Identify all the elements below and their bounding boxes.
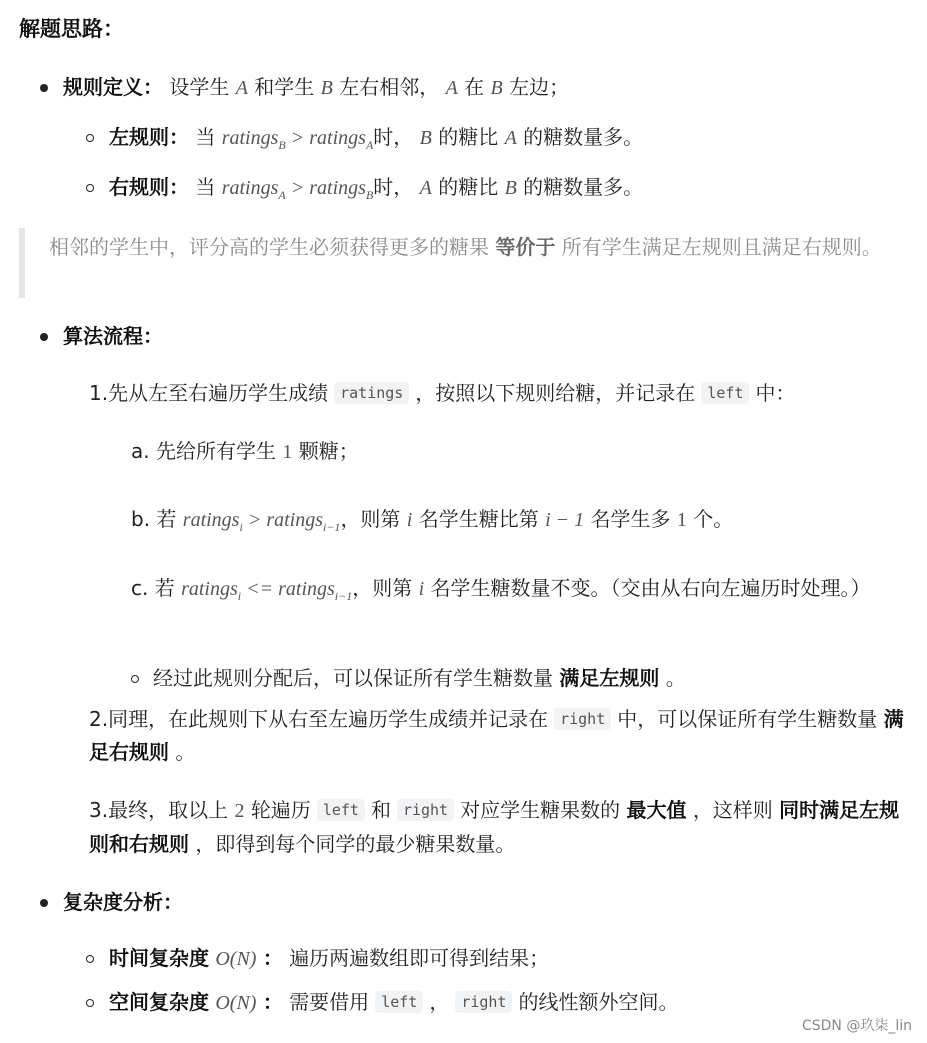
text: 同理，在此规则下从右至左遍历学生成绩并记录在 [108, 707, 549, 731]
math-text: ratings [181, 578, 238, 600]
time-complexity [109, 944, 549, 973]
text: 左右相邻， [339, 75, 440, 99]
text: 颗糖； [298, 439, 359, 463]
space-complexity-label: 空间复杂度 [109, 990, 209, 1014]
text: 对应学生糖果数的 [460, 798, 621, 822]
inline-code: left [701, 382, 749, 404]
text: 先给所有学生 [155, 439, 276, 463]
text: 的糖数量多。 [523, 175, 644, 199]
text: 所有学生满足左规则且满足右规则。 [555, 235, 882, 259]
text: 当 [195, 175, 216, 199]
math-num: 1 [676, 509, 687, 531]
text: 轮遍历 [250, 798, 311, 822]
math-num: 2 [234, 800, 245, 822]
math-text: ratings [182, 509, 240, 531]
math-sub: A [365, 138, 374, 152]
inline-code: left [317, 799, 365, 821]
math-op: > [285, 127, 310, 149]
text: 最终，取以上 [108, 798, 229, 822]
math-var: A [504, 127, 517, 149]
math-sub: i [239, 520, 243, 534]
inline-code: right [397, 799, 454, 821]
math-expr: O(N) [215, 948, 257, 970]
math-sub: i−1 [323, 520, 341, 534]
inline-code: ratings [334, 382, 409, 404]
list-number: 2. [89, 707, 109, 731]
text: 左边； [509, 75, 570, 99]
math-var: i [418, 578, 425, 600]
math-op: <= [241, 578, 279, 600]
text: 中，可以保证所有学生糖数量 [617, 707, 878, 731]
text: ，则第 [340, 507, 401, 531]
step-2 [89, 703, 914, 769]
step2-bold: 满足右规则 [89, 707, 904, 764]
text: ，即得到每个同学的最少糖果数量。 [195, 832, 516, 856]
math-var: i [406, 509, 413, 531]
math-op: > [242, 509, 267, 531]
math-sub: A [278, 188, 286, 202]
math-var: B [504, 177, 517, 199]
step3-bold-max: 最大值 [626, 798, 687, 822]
substep-a [131, 437, 359, 466]
list-number: 1. [89, 381, 109, 405]
text: ，按照以下规则给糖，并记录在 [415, 381, 696, 405]
math-sub: B [365, 188, 374, 202]
text: 若 [154, 576, 175, 600]
text: 经过此规则分配后，可以保证所有学生糖数量 [153, 666, 553, 690]
text: ，这样则 [692, 798, 773, 822]
blockquote-bar [19, 228, 25, 298]
quote-bold: 等价于 [495, 235, 556, 259]
math-var: A [445, 77, 458, 99]
text: 若 [156, 507, 177, 531]
text: 。 [665, 666, 686, 690]
space-complexity [109, 988, 678, 1017]
inline-code: right [455, 991, 512, 1013]
text: ， [429, 990, 450, 1014]
math-var: B [320, 77, 333, 99]
text: 相邻的学生中，评分高的学生必须获得更多的糖果 [49, 235, 496, 259]
after-rule-note [153, 664, 686, 692]
text: 设学生 [169, 75, 230, 99]
algorithm-label: 算法流程： [63, 324, 163, 348]
math-expr: O(N) [215, 992, 257, 1014]
text: 名学生糖数量不变。（交由从右向左遍历时处理。） [430, 576, 871, 600]
text: 的线性额外空间。 [518, 990, 679, 1014]
text: 和学生 [254, 75, 315, 99]
text: 当 [195, 125, 216, 149]
math-var: B [490, 77, 503, 99]
list-marker: b. [131, 507, 151, 531]
text: 的糖数量多。 [523, 125, 644, 149]
bullet-disc [40, 899, 48, 907]
left-rule [109, 123, 643, 154]
text: 个。 [693, 507, 734, 531]
substep-b [131, 505, 733, 536]
math-text: ratings [309, 177, 366, 199]
math-text: ratings [221, 177, 279, 199]
text: 需要借用 [289, 990, 370, 1014]
bullet-disc [40, 333, 48, 341]
left-rule-label: 左规则： [109, 125, 189, 149]
right-rule-label: 右规则： [109, 175, 189, 199]
colon: ： [262, 946, 283, 970]
text: 和 [370, 798, 391, 822]
math-text: ratings [309, 127, 366, 149]
text: 时， [373, 175, 414, 199]
math-sub: i−1 [334, 589, 353, 603]
colon: ： [262, 990, 283, 1014]
text: 。 [175, 740, 196, 764]
rule-definition-label: 规则定义： [63, 75, 163, 99]
math-text: ratings [266, 509, 323, 531]
math-num: 1 [282, 441, 293, 463]
bullet-disc [40, 84, 48, 92]
inline-code: right [554, 708, 611, 730]
math-text: ratings [221, 127, 279, 149]
math-var: B [419, 127, 432, 149]
text: ，则第 [352, 576, 413, 600]
bullet-circle [86, 134, 94, 142]
math-sub: i [237, 589, 242, 603]
blockquote [49, 232, 919, 262]
inline-code: left [375, 991, 423, 1013]
list-number: 3. [89, 798, 109, 822]
time-complexity-label: 时间复杂度 [109, 946, 209, 970]
math-expr [221, 177, 374, 202]
list-marker: a. [131, 439, 150, 463]
math-text: ratings [278, 578, 335, 600]
math-expr [221, 127, 374, 152]
text: 遍历两遍数组即可得到结果； [289, 946, 550, 970]
math-expr [181, 578, 353, 603]
bullet-circle [86, 955, 94, 963]
step-3 [89, 794, 914, 861]
bullet-circle [86, 999, 94, 1007]
watermark: CSDN @玖柒_lin [801, 1018, 912, 1034]
step3-bold-both: 同时满足左规则和右规则 [89, 798, 900, 856]
substep-c [131, 572, 916, 607]
after-rule-bold: 满足左规则 [559, 666, 660, 690]
bullet-circle [131, 675, 139, 683]
text: 的糖比 [438, 125, 499, 149]
math-var: A [419, 177, 432, 199]
rule-definition [63, 73, 569, 102]
text: 名学生糖比第 [418, 507, 539, 531]
complexity-label: 复杂度分析： [63, 890, 183, 914]
list-marker: c. [131, 576, 149, 600]
text: 的糖比 [438, 175, 499, 199]
text: 时， [373, 125, 414, 149]
text: 中： [755, 381, 796, 405]
math-expr: i − 1 [545, 509, 585, 531]
math-sub: B [278, 138, 286, 152]
text: 先从左至右遍历学生成绩 [108, 381, 329, 405]
math-expr [182, 509, 341, 534]
text: 在 [464, 75, 485, 99]
bullet-circle [86, 184, 94, 192]
text: 名学生多 [590, 507, 671, 531]
math-op: > [285, 177, 310, 199]
section-heading: 解题思路： [19, 17, 124, 41]
right-rule [109, 173, 643, 204]
step-1 [89, 379, 795, 407]
math-var: A [235, 77, 248, 99]
